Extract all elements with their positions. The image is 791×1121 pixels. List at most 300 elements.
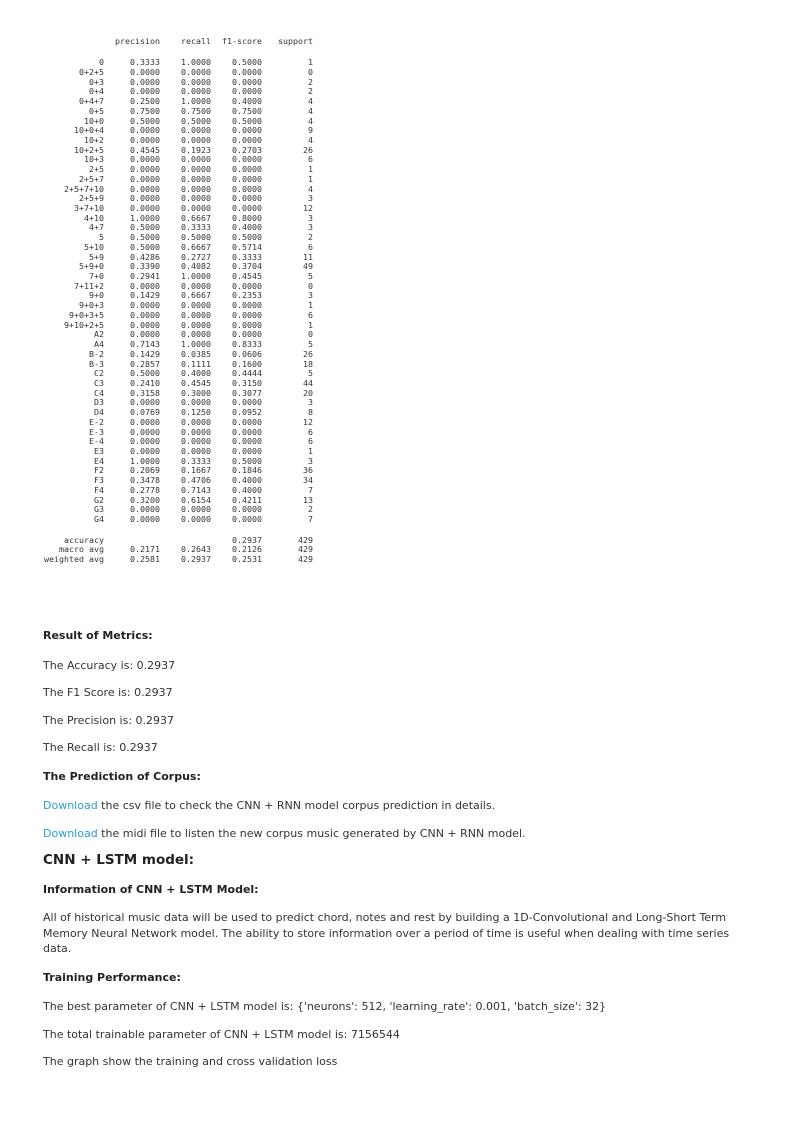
row-f1: 0.0000 bbox=[232, 164, 262, 175]
row-f1: 0.0952 bbox=[232, 407, 262, 418]
lstm-info-text: All of historical music data will be used to predict chord, notes and rest by building a 1D-Convolutional and Long-Short Term Memory Neural Network model. The ability to store information over a period of time is useful when dealing with time series data. bbox=[43, 911, 730, 955]
row-f1: 0.4211 bbox=[232, 494, 262, 505]
row-label: 0+4+7 bbox=[79, 96, 104, 107]
row-precision: 0.5000 bbox=[130, 241, 160, 252]
row-recall: 0.0000 bbox=[181, 76, 211, 87]
row-recall: 0.6667 bbox=[181, 290, 211, 301]
page-content bbox=[43, 628, 753, 1070]
report-row bbox=[34, 398, 313, 408]
row-precision: 0.0000 bbox=[130, 280, 160, 291]
row-recall: 0.0000 bbox=[181, 329, 211, 340]
report-row bbox=[34, 389, 313, 399]
row-support: 44 bbox=[303, 377, 313, 388]
row-label: F4 bbox=[94, 484, 104, 495]
precision-text: The Precision is: 0.2937 bbox=[43, 713, 175, 727]
row-recall: 0.3333 bbox=[181, 222, 211, 233]
row-label: 2+5+9 bbox=[79, 193, 104, 204]
report-row bbox=[34, 97, 313, 107]
row-support: 4 bbox=[308, 115, 313, 126]
row-label: 5 bbox=[99, 232, 104, 243]
row-precision: 0.0000 bbox=[130, 329, 160, 340]
row-f1: 0.0000 bbox=[232, 134, 262, 145]
row-label: A4 bbox=[94, 339, 104, 350]
row-recall: 0.4000 bbox=[181, 368, 211, 379]
row-label: D3 bbox=[94, 397, 104, 408]
report-row bbox=[34, 233, 313, 243]
row-label: E4 bbox=[94, 455, 104, 466]
training-heading: Training Performance: bbox=[43, 970, 181, 984]
row-recall: 0.0000 bbox=[181, 445, 211, 456]
row-recall: 0.0000 bbox=[181, 514, 211, 524]
row-label: 10+2+5 bbox=[74, 144, 104, 155]
row-label: C3 bbox=[94, 377, 104, 388]
row-f1: 0.4545 bbox=[232, 271, 262, 282]
row-f1: 0.0000 bbox=[232, 300, 262, 311]
row-recall: 0.4706 bbox=[181, 475, 211, 486]
lstm-info-heading: Information of CNN + LSTM Model: bbox=[43, 882, 259, 896]
row-support: 20 bbox=[303, 387, 313, 398]
row-precision: 0.3390 bbox=[130, 261, 160, 272]
row-precision: 0.0000 bbox=[130, 445, 160, 456]
lstm-section-title: CNN + LSTM model: bbox=[43, 852, 195, 868]
row-f1: 0.0000 bbox=[232, 76, 262, 87]
report-row bbox=[34, 204, 313, 214]
row-precision: 0.0000 bbox=[130, 504, 160, 515]
report-row bbox=[34, 486, 313, 496]
row-f1: 0.5000 bbox=[232, 57, 262, 68]
row-f1: 0.0000 bbox=[232, 436, 262, 447]
row-support: 3 bbox=[308, 212, 313, 223]
row-precision: 1.0000 bbox=[130, 212, 160, 223]
row-f1: 0.0000 bbox=[232, 309, 262, 320]
report-header-f1: f1-score bbox=[222, 36, 262, 46]
report-summary bbox=[34, 536, 313, 565]
row-f1: 0.0000 bbox=[232, 514, 262, 524]
row-support: 1 bbox=[308, 164, 313, 175]
report-row bbox=[34, 214, 313, 224]
row-f1: 0.3704 bbox=[232, 261, 262, 272]
row-f1: 0.2531 bbox=[232, 554, 262, 565]
row-label: 2+5+7 bbox=[79, 173, 104, 184]
row-recall: 0.6667 bbox=[181, 212, 211, 223]
row-recall: 0.1667 bbox=[181, 465, 211, 476]
row-precision: 0.5000 bbox=[130, 368, 160, 379]
midi-download-paragraph bbox=[43, 826, 753, 842]
row-precision: 0.0769 bbox=[130, 407, 160, 418]
best-param-text: The best parameter of CNN + LSTM model is: {'neurons': 512, 'learning_rate': 0.001, 'batch_size': 32} bbox=[43, 1000, 607, 1013]
row-f1: 0.2703 bbox=[232, 144, 262, 155]
row-precision: 0.3333 bbox=[130, 57, 160, 68]
row-label: 10+3 bbox=[84, 154, 104, 165]
row-f1: 0.7500 bbox=[232, 105, 262, 116]
row-precision: 0.0000 bbox=[130, 125, 160, 136]
row-support: 429 bbox=[298, 544, 313, 555]
row-precision: 0.2857 bbox=[130, 358, 160, 369]
metrics-heading: Result of Metrics: bbox=[43, 629, 153, 642]
row-label: G3 bbox=[94, 504, 104, 515]
total-param-text: The total trainable parameter of CNN + LSTM model is: 7156544 bbox=[43, 1027, 400, 1041]
row-support: 3 bbox=[308, 290, 313, 301]
row-recall: 0.5000 bbox=[181, 115, 211, 126]
row-label: E-3 bbox=[89, 426, 104, 437]
row-support: 4 bbox=[308, 183, 313, 194]
row-label: E-2 bbox=[89, 416, 104, 427]
row-precision: 0.0000 bbox=[130, 134, 160, 145]
row-f1: 0.8000 bbox=[232, 212, 262, 223]
row-f1: 0.0000 bbox=[232, 416, 262, 427]
midi-download-link[interactable]: Download bbox=[43, 826, 98, 840]
row-precision: 0.0000 bbox=[130, 426, 160, 437]
row-recall: 0.0000 bbox=[181, 125, 211, 136]
row-f1: 0.5000 bbox=[232, 115, 262, 126]
row-precision: 0.0000 bbox=[130, 436, 160, 447]
report-row bbox=[34, 291, 313, 301]
row-support: 34 bbox=[303, 475, 313, 486]
row-support: 11 bbox=[303, 251, 313, 262]
row-recall: 0.0000 bbox=[181, 416, 211, 427]
row-precision: 0.0000 bbox=[130, 86, 160, 97]
row-precision: 0.4286 bbox=[130, 251, 160, 262]
row-precision: 0.2778 bbox=[130, 484, 160, 495]
report-row bbox=[34, 330, 313, 340]
row-support: 26 bbox=[303, 144, 313, 155]
accuracy-text: The Accuracy is: 0.2937 bbox=[43, 658, 176, 672]
report-row bbox=[34, 87, 313, 97]
report-header-recall: recall bbox=[181, 36, 211, 46]
row-f1: 0.5000 bbox=[232, 455, 262, 466]
row-recall: 0.0000 bbox=[181, 86, 211, 97]
report-summary-row bbox=[34, 555, 313, 565]
prediction-heading: The Prediction of Corpus: bbox=[43, 769, 201, 783]
row-precision: 0.3478 bbox=[130, 475, 160, 486]
csv-download-paragraph bbox=[43, 798, 753, 814]
row-precision: 0.5000 bbox=[130, 222, 160, 233]
row-support: 18 bbox=[303, 358, 313, 369]
row-recall: 0.0000 bbox=[181, 173, 211, 184]
row-precision: 0.2171 bbox=[130, 544, 160, 555]
row-precision: 0.1429 bbox=[130, 290, 160, 301]
row-recall: 0.2727 bbox=[181, 251, 211, 262]
report-row bbox=[34, 437, 313, 447]
row-recall: 0.5000 bbox=[181, 232, 211, 243]
row-recall: 0.1111 bbox=[181, 358, 211, 369]
row-f1: 0.0000 bbox=[232, 125, 262, 136]
row-label: accuracy bbox=[64, 534, 104, 545]
row-f1: 0.2126 bbox=[232, 544, 262, 555]
row-f1: 0.0000 bbox=[232, 183, 262, 194]
report-row bbox=[34, 126, 313, 136]
report-row bbox=[34, 253, 313, 263]
row-f1: 0.0000 bbox=[232, 445, 262, 456]
row-support: 1 bbox=[308, 57, 313, 68]
midi-download-text: the midi file to listen the new corpus music generated by CNN + RNN model. bbox=[97, 826, 526, 840]
report-row bbox=[34, 428, 313, 438]
row-support: 6 bbox=[308, 436, 313, 447]
row-label: A2 bbox=[94, 329, 104, 340]
row-f1: 0.0606 bbox=[232, 348, 262, 359]
row-f1: 0.4000 bbox=[232, 484, 262, 495]
f1-text: The F1 Score is: 0.2937 bbox=[43, 686, 173, 699]
row-recall: 0.3333 bbox=[181, 455, 211, 466]
row-precision: 0.5000 bbox=[130, 232, 160, 243]
row-precision: 0.0000 bbox=[130, 173, 160, 184]
row-f1: 0.4000 bbox=[232, 475, 262, 486]
row-label: 9+0+3+5 bbox=[69, 309, 104, 320]
row-f1: 0.0000 bbox=[232, 504, 262, 515]
row-precision: 0.1429 bbox=[130, 348, 160, 359]
row-support: 4 bbox=[308, 105, 313, 116]
report-row bbox=[34, 466, 313, 476]
recall-text: The Recall is: 0.2937 bbox=[43, 741, 158, 754]
row-recall: 0.0000 bbox=[181, 426, 211, 437]
row-support: 5 bbox=[308, 271, 313, 282]
row-label: weighted avg bbox=[44, 554, 104, 565]
report-row bbox=[34, 447, 313, 457]
classification-report bbox=[34, 37, 313, 565]
report-row bbox=[34, 107, 313, 117]
row-label: 10+2 bbox=[84, 134, 104, 145]
row-f1: 0.0000 bbox=[232, 319, 262, 330]
row-recall: 0.1250 bbox=[181, 407, 211, 418]
row-label: G4 bbox=[94, 514, 104, 524]
row-support: 429 bbox=[298, 534, 313, 545]
row-label: 5+9 bbox=[89, 251, 104, 262]
row-precision: 0.4545 bbox=[130, 144, 160, 155]
row-label: C2 bbox=[94, 368, 104, 379]
row-recall: 0.0000 bbox=[181, 154, 211, 165]
row-support: 429 bbox=[298, 554, 313, 565]
row-support: 6 bbox=[308, 241, 313, 252]
row-support: 6 bbox=[308, 154, 313, 165]
report-row bbox=[34, 476, 313, 486]
row-label: F3 bbox=[94, 475, 104, 486]
row-f1: 0.0000 bbox=[232, 173, 262, 184]
row-label: 0+3 bbox=[89, 76, 104, 87]
row-support: 0 bbox=[308, 329, 313, 340]
row-precision: 0.0000 bbox=[130, 76, 160, 87]
row-support: 26 bbox=[303, 348, 313, 359]
row-support: 12 bbox=[303, 416, 313, 427]
row-label: 0+2+5 bbox=[79, 66, 104, 77]
row-recall: 1.0000 bbox=[181, 339, 211, 350]
row-f1: 0.5714 bbox=[232, 241, 262, 252]
row-recall: 0.7500 bbox=[181, 105, 211, 116]
row-support: 3 bbox=[308, 397, 313, 408]
row-precision: 0.0000 bbox=[130, 397, 160, 408]
row-support: 1 bbox=[308, 300, 313, 311]
row-precision: 0.2500 bbox=[130, 96, 160, 107]
row-label: E3 bbox=[94, 445, 104, 456]
report-row bbox=[34, 68, 313, 78]
row-label: 5+10 bbox=[84, 241, 104, 252]
row-label: E-4 bbox=[89, 436, 104, 447]
row-recall: 0.0000 bbox=[181, 280, 211, 291]
row-recall: 0.0000 bbox=[181, 183, 211, 194]
row-precision: 0.0000 bbox=[130, 203, 160, 213]
row-label: 4+7 bbox=[89, 222, 104, 233]
row-precision: 0.0000 bbox=[130, 193, 160, 204]
report-row bbox=[34, 340, 313, 350]
row-support: 5 bbox=[308, 339, 313, 350]
row-f1: 0.8333 bbox=[232, 339, 262, 350]
row-recall: 0.2937 bbox=[181, 554, 211, 565]
row-support: 3 bbox=[308, 193, 313, 204]
row-label: C4 bbox=[94, 387, 104, 398]
row-f1: 0.0000 bbox=[232, 397, 262, 408]
row-precision: 0.0000 bbox=[130, 416, 160, 427]
row-recall: 0.3000 bbox=[181, 387, 211, 398]
row-recall: 1.0000 bbox=[181, 57, 211, 68]
row-precision: 0.0000 bbox=[130, 319, 160, 330]
report-row bbox=[34, 185, 313, 195]
row-label: macro avg bbox=[59, 544, 104, 555]
report-header-support: support bbox=[278, 36, 313, 46]
report-body bbox=[34, 58, 313, 525]
row-precision: 0.0000 bbox=[130, 309, 160, 320]
row-precision: 0.0000 bbox=[130, 300, 160, 311]
row-precision: 0.7500 bbox=[130, 105, 160, 116]
row-support: 4 bbox=[308, 96, 313, 107]
row-precision: 0.3200 bbox=[130, 494, 160, 505]
report-row bbox=[34, 505, 313, 515]
row-label: 3+7+10 bbox=[74, 203, 104, 213]
report-row bbox=[34, 223, 313, 233]
row-f1: 0.0000 bbox=[232, 203, 262, 213]
row-label: 5+9+0 bbox=[79, 261, 104, 272]
row-support: 4 bbox=[308, 134, 313, 145]
row-label: 0+4 bbox=[89, 86, 104, 97]
row-recall: 0.0000 bbox=[181, 309, 211, 320]
row-recall: 0.0000 bbox=[181, 300, 211, 311]
row-support: 3 bbox=[308, 222, 313, 233]
row-precision: 0.0000 bbox=[130, 183, 160, 194]
row-precision: 0.0000 bbox=[130, 514, 160, 524]
row-label: 9+10+2+5 bbox=[64, 319, 104, 330]
row-precision: 0.0000 bbox=[130, 154, 160, 165]
row-f1: 0.5000 bbox=[232, 232, 262, 243]
report-header-blank bbox=[34, 37, 104, 47]
report-row bbox=[34, 155, 313, 165]
row-support: 2 bbox=[308, 86, 313, 97]
row-f1: 0.4444 bbox=[232, 368, 262, 379]
row-label: 9+0+3 bbox=[79, 300, 104, 311]
row-support: 6 bbox=[308, 426, 313, 437]
row-recall: 0.0000 bbox=[181, 319, 211, 330]
row-f1: 0.1600 bbox=[232, 358, 262, 369]
row-support: 8 bbox=[308, 407, 313, 418]
report-row bbox=[34, 369, 313, 379]
report-row bbox=[34, 496, 313, 506]
row-recall: 1.0000 bbox=[181, 96, 211, 107]
report-row bbox=[34, 515, 313, 525]
row-f1: 0.3077 bbox=[232, 387, 262, 398]
row-label: 7+11+2 bbox=[74, 280, 104, 291]
row-label: 7+0 bbox=[89, 271, 104, 282]
row-f1: 0.0000 bbox=[232, 154, 262, 165]
report-header-row bbox=[34, 37, 313, 47]
row-label: F2 bbox=[94, 465, 104, 476]
row-support: 1 bbox=[308, 445, 313, 456]
row-label: 4+10 bbox=[84, 212, 104, 223]
row-label: B-2 bbox=[89, 348, 104, 359]
row-recall: 0.0000 bbox=[181, 134, 211, 145]
row-recall: 0.2643 bbox=[181, 544, 211, 555]
row-precision: 1.0000 bbox=[130, 455, 160, 466]
report-row bbox=[34, 282, 313, 292]
row-recall: 0.4545 bbox=[181, 377, 211, 388]
row-label: 2+5+7+10 bbox=[64, 183, 104, 194]
report-header-precision: precision bbox=[115, 36, 160, 46]
row-label: B-3 bbox=[89, 358, 104, 369]
row-label: G2 bbox=[94, 494, 104, 505]
row-recall: 0.0000 bbox=[181, 193, 211, 204]
row-support: 36 bbox=[303, 465, 313, 476]
row-support: 3 bbox=[308, 455, 313, 466]
row-label: 10+0+4 bbox=[74, 125, 104, 136]
row-label: 9+0 bbox=[89, 290, 104, 301]
row-recall: 0.7143 bbox=[181, 484, 211, 495]
row-f1: 0.0000 bbox=[232, 329, 262, 340]
row-support: 1 bbox=[308, 319, 313, 330]
row-support: 7 bbox=[308, 484, 313, 495]
row-f1: 0.1846 bbox=[232, 465, 262, 476]
row-recall: 0.6154 bbox=[181, 494, 211, 505]
row-support: 49 bbox=[303, 261, 313, 272]
report-row bbox=[34, 408, 313, 418]
row-precision: 0.2069 bbox=[130, 465, 160, 476]
row-support: 6 bbox=[308, 309, 313, 320]
row-support: 0 bbox=[308, 66, 313, 77]
row-support: 1 bbox=[308, 173, 313, 184]
row-support: 13 bbox=[303, 494, 313, 505]
report-row bbox=[34, 243, 313, 253]
report-row bbox=[34, 78, 313, 88]
report-row bbox=[34, 360, 313, 370]
row-precision: 0.2941 bbox=[130, 271, 160, 282]
row-f1: 0.2937 bbox=[232, 534, 262, 545]
row-f1: 0.0000 bbox=[232, 66, 262, 77]
row-support: 9 bbox=[308, 125, 313, 136]
row-recall: 0.4082 bbox=[181, 261, 211, 272]
row-f1: 0.3150 bbox=[232, 377, 262, 388]
graph-description-text: The graph show the training and cross validation loss bbox=[43, 1055, 338, 1068]
row-f1: 0.0000 bbox=[232, 426, 262, 437]
report-row bbox=[34, 165, 313, 175]
row-support: 2 bbox=[308, 232, 313, 243]
row-precision: 0.0000 bbox=[130, 164, 160, 175]
row-f1: 0.4000 bbox=[232, 96, 262, 107]
row-f1: 0.0000 bbox=[232, 86, 262, 97]
report-row bbox=[34, 418, 313, 428]
row-f1: 0.0000 bbox=[232, 280, 262, 291]
row-support: 2 bbox=[308, 76, 313, 87]
csv-download-text: the csv file to check the CNN + RNN model corpus prediction in details. bbox=[97, 799, 496, 812]
row-support: 12 bbox=[303, 203, 313, 213]
report-row bbox=[34, 146, 313, 156]
row-recall: 0.0385 bbox=[181, 348, 211, 359]
report-row bbox=[34, 457, 313, 467]
report-row bbox=[34, 379, 313, 389]
row-recall: 0.0000 bbox=[181, 397, 211, 408]
row-recall: 0.0000 bbox=[181, 66, 211, 77]
row-recall: 0.1923 bbox=[181, 144, 211, 155]
row-recall: 0.6667 bbox=[181, 241, 211, 252]
row-precision: 0.7143 bbox=[130, 339, 160, 350]
row-f1: 0.3333 bbox=[232, 251, 262, 262]
row-precision: 0.0000 bbox=[130, 66, 160, 77]
row-label: D4 bbox=[94, 407, 104, 418]
csv-download-link[interactable]: Download bbox=[43, 799, 98, 812]
